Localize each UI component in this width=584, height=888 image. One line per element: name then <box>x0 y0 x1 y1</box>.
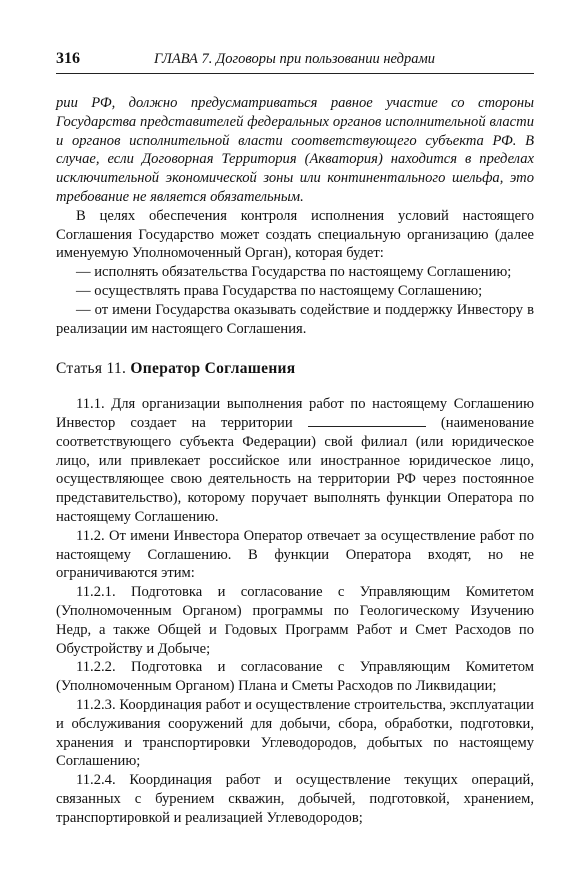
header-rule <box>56 73 534 74</box>
paragraph-11-2: 11.2. От имени Инвестора Оператор отвечает за осуществление работ по настоящему Соглашению. В функции Оператора входят, но не ограничиваются этим: <box>56 527 534 582</box>
paragraph-11-2-2: 11.2.2. Подготовка и согласование с Управляющим Комитетом (Уполномоченным Органом) Плана и Сметы Расходов по Ликвидации; <box>56 659 534 695</box>
control-paragraph: В целях обеспечения контроля исполнения условий настоящего Соглашения Государство может создать специальную организацию (далее именуемую Уполномоченный Орган), которая будет: <box>56 207 534 262</box>
paragraph-11-2-4: 11.2.4. Координация работ и осуществление текущих операций, связанных с бурением скважин, добычей, подготовкой, хранением, транспортировкой и реализацией Углеводородов; <box>56 772 534 826</box>
list-item-3: — от имени Государства оказывать содействие и поддержку Инвестору в реализации им настоящего Соглашения. <box>56 301 534 337</box>
blank-fill-line <box>308 414 426 427</box>
paragraph-11-1-start: 11.1. Для организации выполнения работ по настоящему Соглашению Инвестор создает на территории <box>56 396 534 431</box>
paragraph-11-1 <box>56 395 534 527</box>
list-item-1: — исполнять обязательства Государства по настоящему Соглашению; <box>76 264 512 281</box>
list-item-2: — осуществлять права Государства по настоящему Соглашению; <box>76 282 483 299</box>
intro-italic-paragraph: рии РФ, должно предусматриваться равное участие со стороны Государства представителей федеральных органов исполнительной власти и органов исполнительной власти соответствующего субъекта РФ. В случае, если Договорная Территория (Акватория) находится в пределах исключительной экономической зоны или континентального шельфа, это требование не является обязательным. <box>56 95 534 205</box>
running-title: ГЛАВА 7. Договоры при пользовании недрами <box>154 51 435 67</box>
article-title: Оператор Соглашения <box>130 360 296 378</box>
page-number: 316 <box>56 50 80 67</box>
paragraph-11-2-1: 11.2.1. Подготовка и согласование с Управляющим Комитетом (Уполномоченным Органом) программы по Геологическому Изучению Недр, а также Общей и Годовых Программ Работ и Смет Расходов по Обустройству и Добыче; <box>56 584 534 657</box>
paragraph-11-1-end: (наименование соответствующего субъекта Федерации) свой филиал (или юридическое лицо, или привлекает российское или иностранное юридическое лицо, осуществляющее свою деятельность на территории РФ через постоянное представительство), которому поручает выполнять функции Оператора по настоящему Соглашению. <box>56 414 534 525</box>
paragraph-11-2-3: 11.2.3. Координация работ и осуществление строительства, эксплуатации и обслуживания сооружений для добычи, сбора, обработки, подготовки, хранения и транспортировки Углеводородов, добытых по настоящему Соглашению; <box>56 696 534 770</box>
article-heading <box>56 360 534 379</box>
article-number: Статья 11. <box>56 360 127 378</box>
page-body <box>56 94 534 827</box>
page-header <box>56 50 534 70</box>
